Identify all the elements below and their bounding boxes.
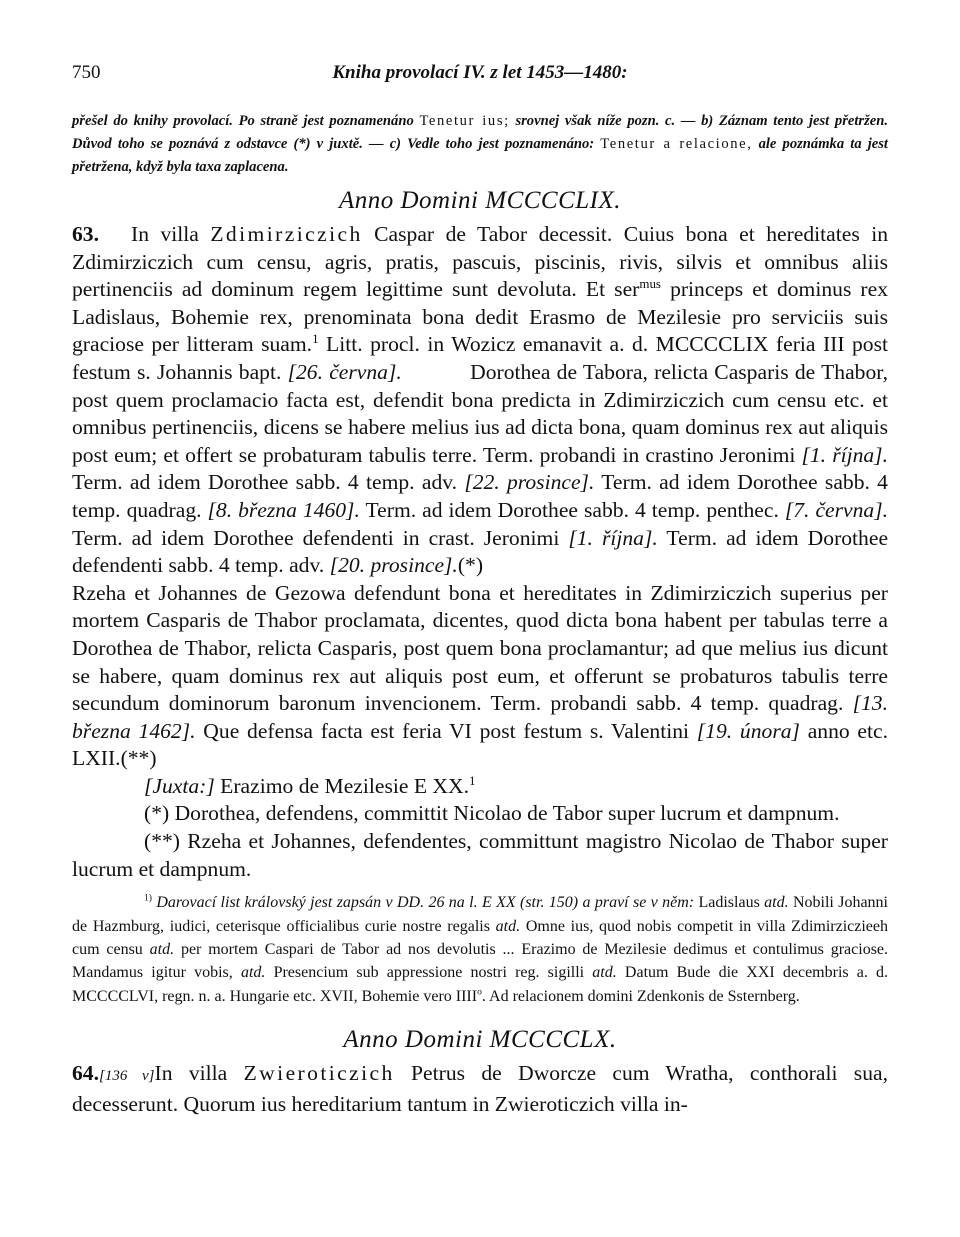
text-run: Petrus de Dworcze cum Wratha, conthorali sua, decesserunt. Quorum ius hereditarium tantum in Zwieroticzich villa in- [72,1061,888,1116]
text-run: atd. [495,917,521,935]
text-run: Nobili Johanni de Hazmburg, iudici, ceterisque officialibus curie nostre regalis [72,894,889,935]
note-part: Tenetur a relacione, [600,136,753,152]
entry-63 [72,221,888,883]
date-note: [20. prosince]. [329,553,458,578]
footnote-ref: 1 [312,331,319,347]
date-note: [8. března 1460]. [207,497,360,522]
addendum-star: (*) Dorothea, defendens, committit Nicolao de Tabor super lucrum et dampnum. [144,801,840,826]
critical-notes [72,110,888,179]
text-run: In villa [154,1061,228,1086]
text-run: princeps et dominus rex Ladislaus, Bohemie rex, prenominata bona dedit Erasmo de Mezilesie pro serviciis suis graciose per litteram suam. [72,277,888,357]
text-run: Term. ad idem Dorothee sabb. 4 temp. adv. [72,470,458,495]
text-run: atd. [764,894,789,912]
date-note: [26. června]. [287,359,402,384]
text-run: Omne ius, quod nobis competit in villa Zdimirziczieeh cum censu [72,917,889,959]
village-name: Zdimirziczich [210,222,363,246]
folio-mark: [136 v] [99,1068,155,1085]
text-run: per mortem Caspari de Tabor ad nos devolutis ... Erazimo de Mezilesie dedimus et contulimus graciose. Mandamus igitur vobis, [72,941,889,982]
date-note: [1. října]. [801,442,888,467]
text-run: Term. ad idem Dorothee defendenti sabb. 4 temp. adv. [72,525,889,578]
year-heading-1460: Anno Domini MCCCCLX. [343,1026,617,1054]
text-run: . Ad relacionem domini Zdenkonis de Ssternberg. [481,987,800,1005]
text-run: In villa [131,222,199,246]
footnote-paragraph [72,891,888,1008]
superscript: o [477,986,482,998]
text-run: (*) [457,553,484,578]
note-part: srovnej však níže pozn. c. — b) Záznam tento jest přetržen. Důvod toho se poznává z odstavce (*) v juxtě. — c) Vedle toho jest poznamenáno: [72,113,889,152]
date-note: [22. prosince]. [464,470,595,495]
text-run: Datum Bude die XXI decembris a. d. MCCCCLVI, regn. n. a. Hungarie etc. XVII, Bohemie vero IIII [72,964,889,1005]
entry-number: 63. [72,222,99,246]
note-part: přešel do knihy provolací. Po straně jest poznamenáno [72,113,414,129]
page-number: 750 [72,62,101,83]
text-run: atd. [149,941,175,959]
text-run: Darovací list královský jest zapsán v DD. 26 na l. E XX (str. 150) a praví se v něm: [156,894,695,912]
footnote-ref: 1 [469,772,476,788]
text-run: Dorothea de Tabora, relicta Casparis de Thabor, post quem proclamacio facta est, defendit bona predicta in Zdimirziczich cum censu etc. et omnibus pertinenciis, dicens se habere melius ius ad dicta bona, quam dominus rex aut aliquis post eum; et offert se probaturam tabulis terre. Term. probandi in crastino Jeronimi [72,359,888,467]
village-name: Zwieroticzich [243,1061,395,1086]
year-heading-1459: Anno Domini MCCCCLIX. [338,187,622,214]
text-run: Caspar de Tabor decessit. Cuius bona et hereditates in Zdimirziczich cum censu, agris, pratis, pascuis, piscinis, rivis, silvis et omnibus aliis pertinenciis ad dominum regem legittime sunt devoluta. Et ser [72,222,888,302]
entry-63-main-paragraph [72,221,888,580]
date-note: [7. června]. [784,497,888,522]
date-note: [1. října]. [568,525,658,550]
note-part: Tenetur ius; [419,113,510,129]
footnote-1 [72,891,888,1008]
entry-64 [72,1060,888,1118]
text-run: Que defensa facta est feria VI post festum s. Valentini [203,718,690,743]
text-run: Term. ad idem Dorothee sabb. 4 temp. penthec. [365,497,779,522]
page-header [72,62,888,96]
entry-63-defense-paragraph [72,580,888,773]
juxta-label: [Juxta:] [144,773,215,798]
date-note: [13. března 1462]. [72,691,888,743]
text-run: Rzeha et Johannes de Gezowa defendunt bona et hereditates in Zdimirziczich superius per mortem Casparis de Thabor proclamata, dicentes, quod dicta bona habent per tabulas terre a Dorothea de Thabor, relicta Casparis, post quem bona proclamantur; ad que melius ius dicunt se habere, quam dominus rex aut aliquis post eum, et offerunt se probaturos tabulis terre secundum dominorum baronum invencionem. Term. probandi sabb. 4 temp. quadrag. [72,580,888,716]
text-run: Term. ad idem Dorothee defendenti in crast. Jeronimi [72,525,560,550]
text-run: Ladislaus [698,894,760,912]
addendum-double-star: (**) Rzeha et Johannes, defendentes, committunt magistro Nicolao de Thabor super lucrum et dampnum. [72,829,888,881]
footnote-mark: 1) [144,892,152,904]
date-note: [19. února] [696,718,800,743]
entry-number: 64. [72,1061,99,1086]
text-run: Erazimo de Mezilesie E XX. [220,773,470,798]
entry-64-paragraph [72,1060,888,1118]
text-run: Presencium sub appressione nostri reg. sigilli [273,964,585,982]
text-run: Term. ad idem Dorothee sabb. 4 temp. quadrag. [72,470,888,522]
text-run: Litt. procl. in Wozicz emanavit a. d. MCCCCLIX feria III post festum s. Johannis bapt. [72,332,888,384]
text-run: atd. [240,964,266,982]
superscript: mus [639,276,661,291]
note-part: ale poznámka ta jest přetržena, když byla taxa zaplacena. [72,136,888,175]
text-run: atd. [592,964,617,982]
running-title: Kniha provolací IV. z let 1453—1480: [332,62,628,83]
text-run: anno etc. LXII.(**) [72,718,888,771]
juxta-line [72,773,888,801]
